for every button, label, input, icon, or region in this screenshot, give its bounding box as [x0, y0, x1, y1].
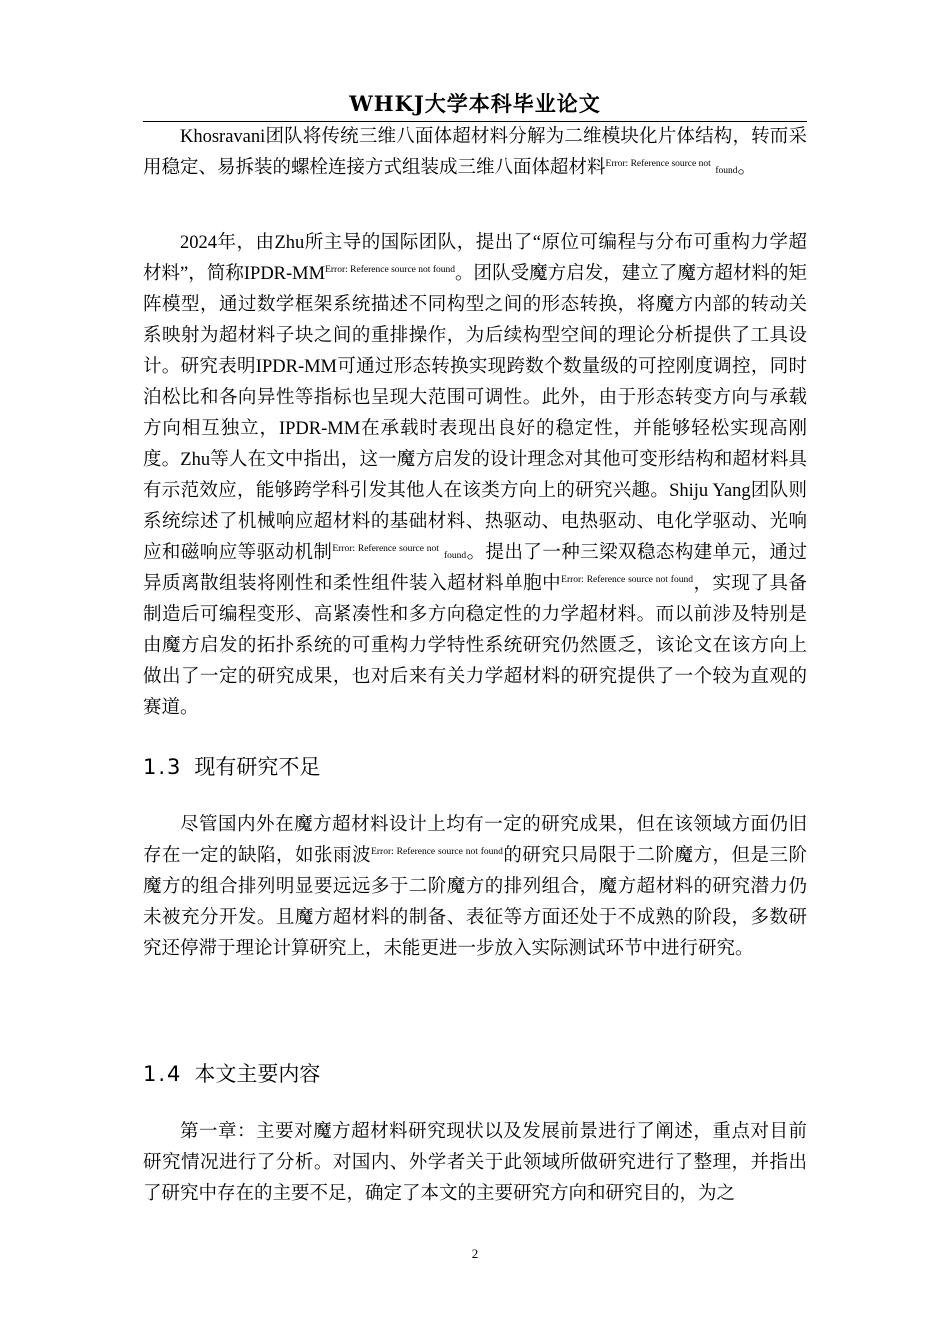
reference-error-cont: found — [443, 551, 467, 561]
section-title: 现有研究不足 — [194, 755, 321, 779]
paragraph-text: 。 — [737, 158, 757, 178]
paragraph-text: 的研究只局限于二阶魔方，但是三阶魔方的组合排列明显要远远多于二阶魔方的排列组合，魔方超材料的研究潜力仍未被充分开发。且魔方超材料的制备、表征等方面还处于不成熟的阶段，多数研究还停滞于理论计算研究上，未能更进一步放入实际测试环节中进行研究。 — [143, 846, 807, 959]
reference-error: Error: Reference source not found — [371, 847, 503, 857]
section-heading-1-4 — [143, 1059, 320, 1089]
reference-error: Error: Reference source not — [605, 159, 711, 169]
section-heading-1-3 — [143, 752, 320, 782]
reference-error: Error: Reference source not found — [561, 575, 693, 585]
section-number: 1.4 — [143, 1062, 183, 1086]
reference-error: Error: Reference source not found — [325, 265, 455, 275]
paragraph-research-gaps — [143, 810, 807, 965]
section-number: 1.3 — [143, 755, 183, 779]
paragraph-text: 尽管国内外在魔方超材料设计上均有一定的研究成果，但在该领域方面仍旧存在一定的缺陷，如张雨波 — [143, 815, 807, 866]
page-number: 2 — [471, 1246, 479, 1261]
paragraph-khosravani — [143, 122, 807, 184]
section-title: 本文主要内容 — [194, 1062, 321, 1086]
page-header-title: WHKJ大学本科毕业论文 — [349, 91, 601, 116]
reference-error-cont: found — [715, 166, 738, 176]
paragraph-ipdr-mm — [143, 228, 807, 724]
paragraph-text: 。团队受魔方启发，建立了魔方超材料的矩阵模型，通过数学框架系统描述不同构型之间的形态转换，将魔方内部的转动关系映射为超材料子块之间的重排操作，为后续构型空间的理论分析提供了工具设计。研究表明IPDR-MM可通过形态转换实现跨数个数量级的可控刚度调控，同时泊松比和各向异性等指标也呈现大范围可调性。此外，由于形态转变方向与承载方向相互独立，IPDR-MM在承载时表现出良好的稳定性，并能够轻松实现高刚度。Zhu等人在文中指出，这一魔方启发的设计理念对其他可变形结构和超材料具有示范效应，能够跨学科引发其他人在该类方向上的研究兴趣。Shiju Yang团队则系统综述了机械响应超材料的基础材料、热驱动、电热驱动、电化学驱动、光响应和磁响应等驱动机制 — [143, 264, 807, 563]
paragraph-text: ，实现了具备制造后可编程变形、高紧凑性和多方向稳定性的力学超材料。而以前涉及特别是由魔方启发的拓扑系统的可重构力学特性系统研究仍然匮乏，该论文在该方向上做出了一定的研究成果，也对后来有关力学超材料的研究提供了一个较为直观的赛道。 — [143, 574, 807, 718]
paragraph-text: Khosravani团队将传统三维八面体超材料分解为二维模块化片体结构，转而采用稳定、易拆装的螺栓连接方式组装成三维八面体超材料 — [143, 127, 807, 178]
paragraph-text: 。提出了一种三梁双稳态构建单元，通过异质离散组装将刚性和柔性组件装入超材料单胞中 — [143, 543, 807, 594]
paragraph-text: 2024年，由Zhu所主导的国际团队，提出了“原位可编程与分布可重构力学超材料”，简称IPDR-MM — [143, 233, 807, 284]
paragraph-chapter-one — [143, 1117, 807, 1210]
paragraph-text: 第一章：主要对魔方超材料研究现状以及发展前景进行了阐述，重点对目前研究情况进行了分析。对国内、外学者关于此领域所做研究进行了整理，并指出了研究中存在的主要不足，确定了本文的主要研究方向和研究目的，为之 — [143, 1122, 807, 1204]
reference-error: Error: Reference source not — [332, 544, 439, 554]
